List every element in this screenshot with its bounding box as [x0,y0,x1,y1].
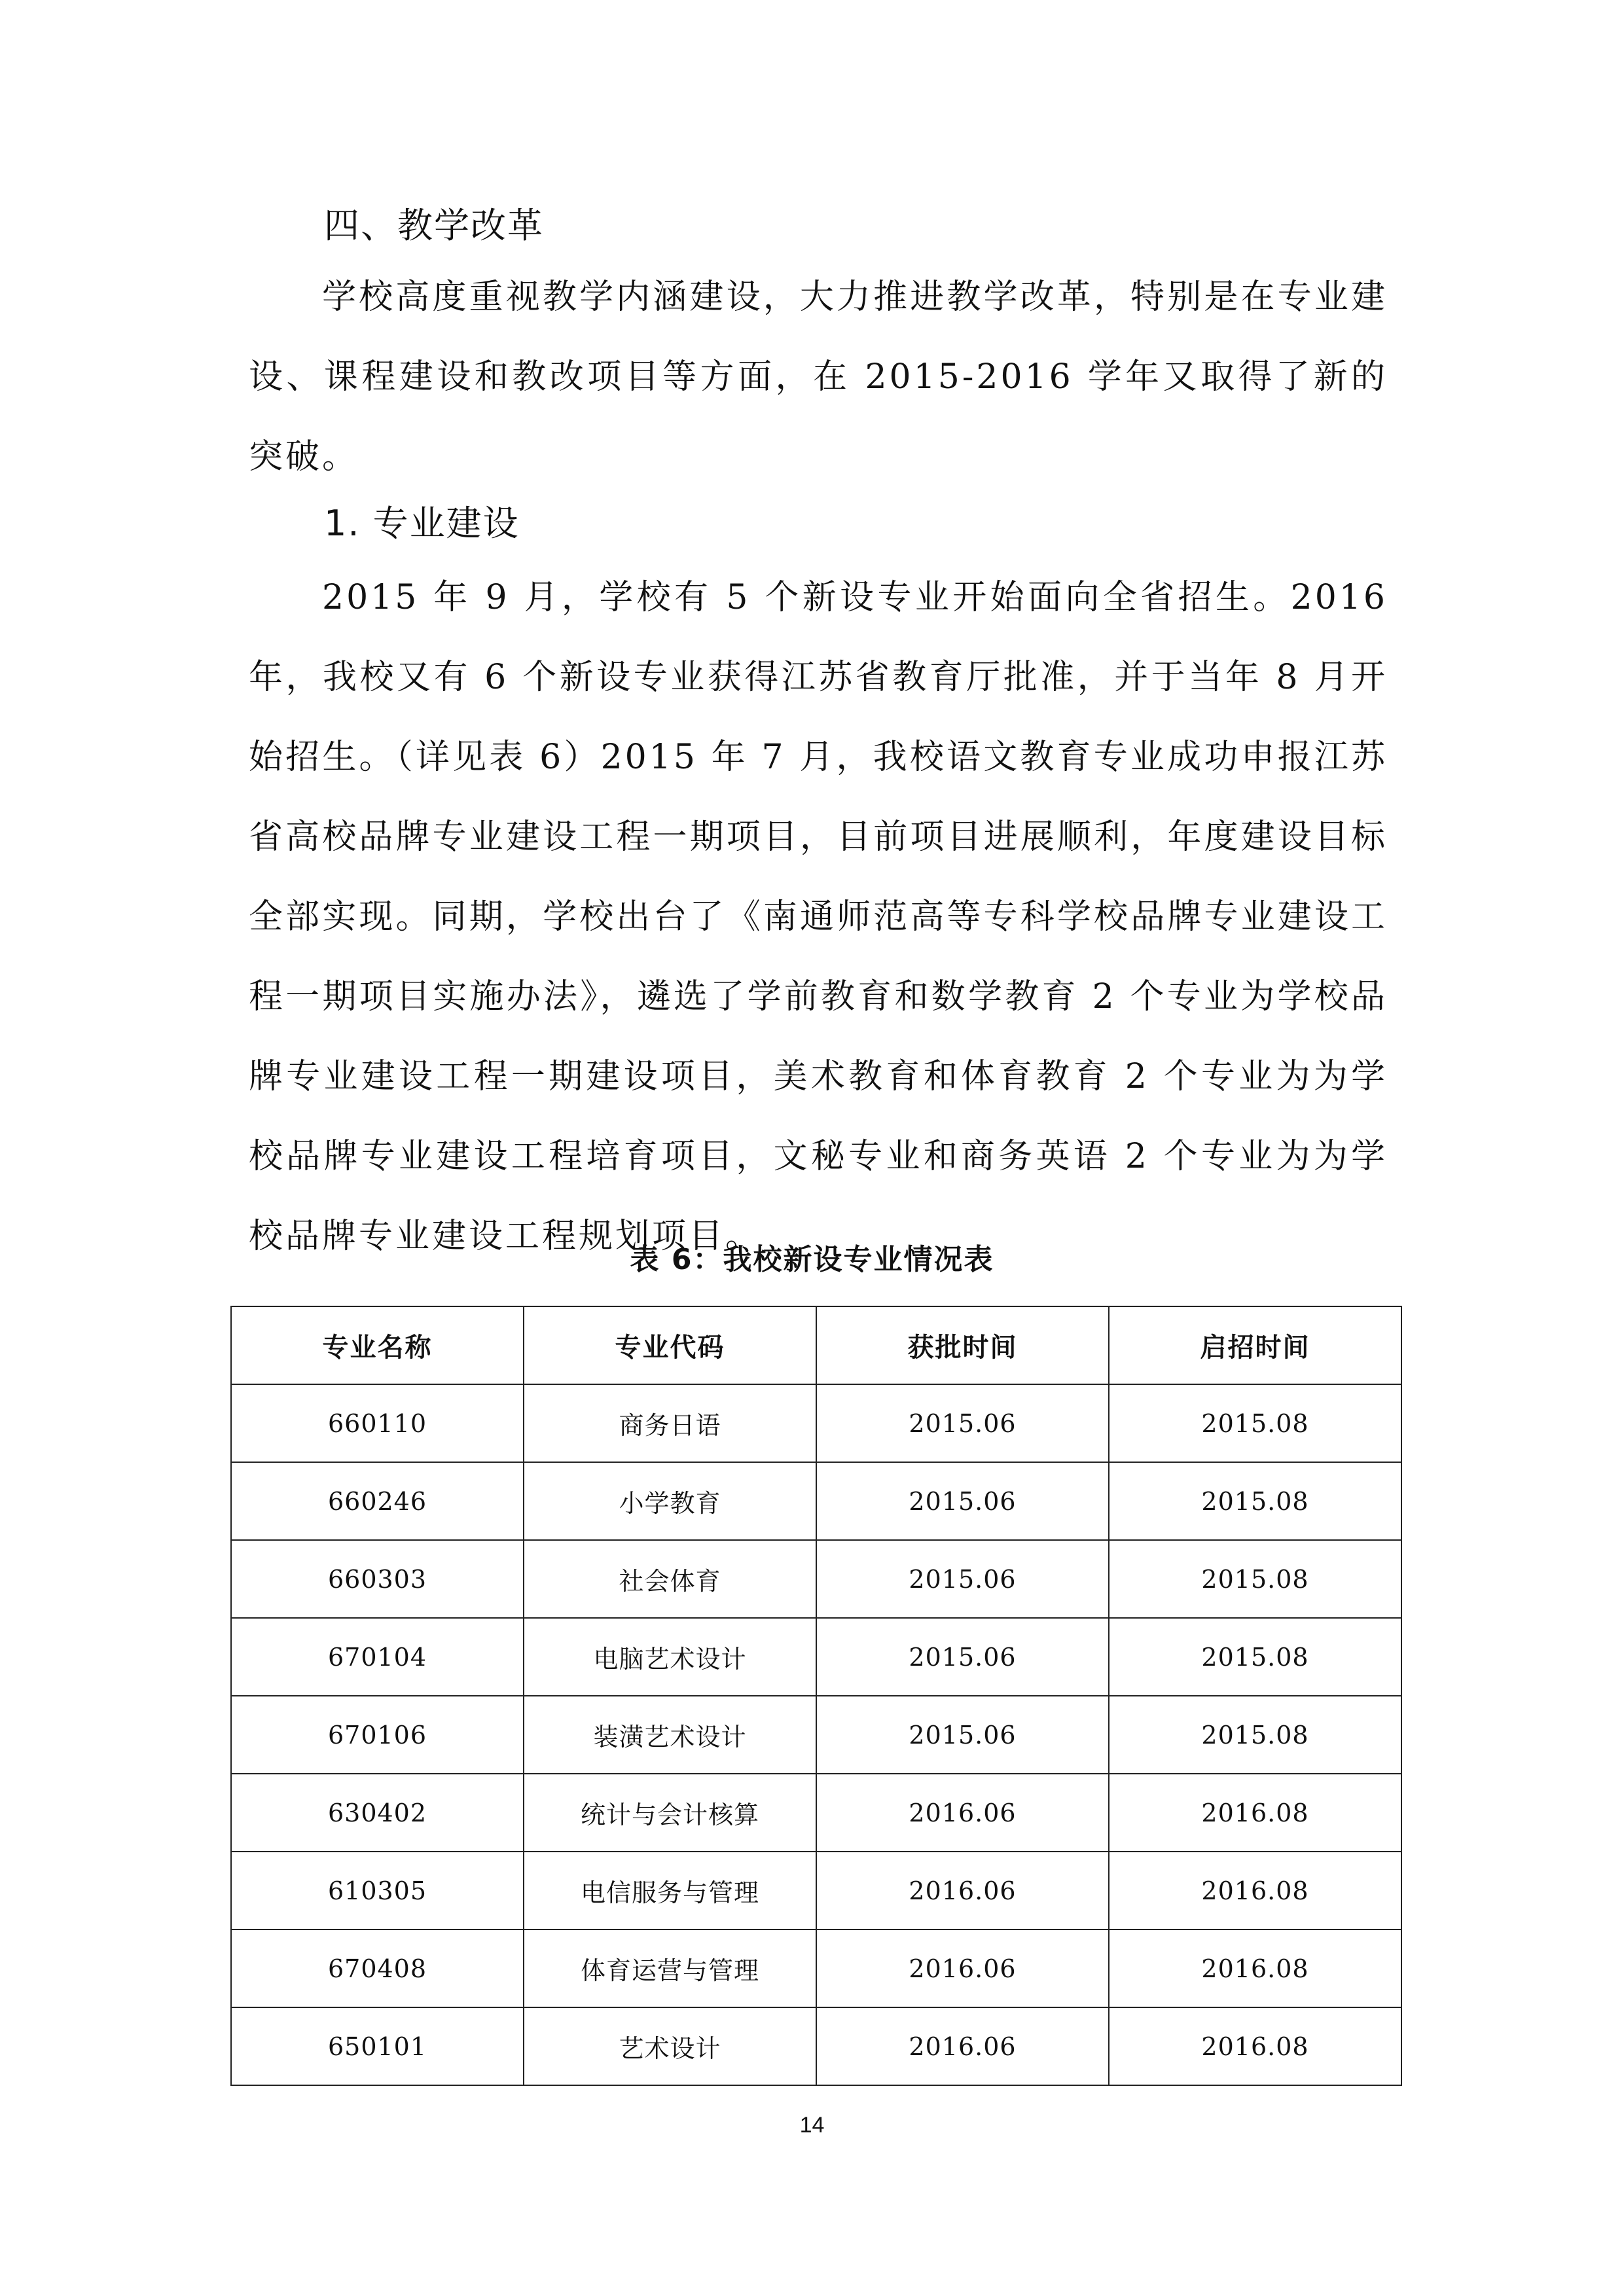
table-cell: 2015.06 [816,1540,1109,1618]
table-cell: 630402 [231,1774,524,1852]
table-cell: 2016.08 [1109,1774,1401,1852]
table-cell: 2015.06 [816,1384,1109,1462]
new-majors-table [230,1306,1402,2086]
table-cell: 2016.08 [1109,1852,1401,1929]
table-cell: 统计与会计核算 [524,1774,816,1852]
table-row [231,1774,1401,1852]
table-row [231,1852,1401,1929]
table-cell: 2015.08 [1109,1618,1401,1696]
table-cell: 2015.06 [816,1462,1109,1540]
table-cell: 2015.08 [1109,1540,1401,1618]
table-cell: 2015.08 [1109,1462,1401,1540]
column-header-enrollment-date: 启招时间 [1109,1306,1401,1384]
table-cell: 2016.06 [816,1929,1109,2007]
table-cell: 社会体育 [524,1540,816,1618]
column-header-approval-date: 获批时间 [816,1306,1109,1384]
table-cell: 2016.08 [1109,1929,1401,2007]
subsection-heading: 1. 专业建设 [324,503,520,544]
section-heading: 四、教学改革 [324,205,544,246]
table-cell: 2016.08 [1109,2007,1401,2085]
table-row [231,1384,1401,1462]
table-caption: 表 6：我校新设专业情况表 [630,1243,994,1276]
table-row [231,2007,1401,2085]
table-cell: 660246 [231,1462,524,1540]
table-cell: 电信服务与管理 [524,1852,816,1929]
body-paragraph: 2015 年 9 月，学校有 5 个新设专业开始面向全省招生。2016 年，我校又有 6 个新设专业获得江苏省教育厅批准，并于当年 8 月开始招生。（详见表 6）2015 年 7 月，我校语文教育专业成功申报江苏省高校品牌专业建设工程一期项目，目前项目进展顺利，年度建设目标全部实现。同期，学校出台了《南通师范高等专科学校品牌专业建设工程一期项目实施办法》，遴选了学前教育和数学教育 2 个专业为学校品牌专业建设工程一期建设项目，美术教育和体育教育 2 个专业为为学校品牌专业建设工程培育项目，文秘专业和商务英语 2 个专业为为学校品牌专业建设工程规划项目。 [249,578,1388,1256]
table-row [231,1618,1401,1696]
page-number: 14 [799,2113,825,2138]
table-cell: 650101 [231,2007,524,2085]
intro-paragraph: 学校高度重视教学内涵建设，大力推进教学改革，特别是在专业建设、课程建设和教改项目等方面，在 2015-2016 学年又取得了新的突破。 [249,278,1388,476]
table-cell: 2016.06 [816,1774,1109,1852]
table-cell: 2015.06 [816,1618,1109,1696]
table-cell: 660110 [231,1384,524,1462]
table-cell: 电脑艺术设计 [524,1618,816,1696]
table-cell: 670106 [231,1696,524,1774]
table-cell: 艺术设计 [524,2007,816,2085]
table-row [231,1540,1401,1618]
table-row [231,1462,1401,1540]
table-cell: 装潢艺术设计 [524,1696,816,1774]
table-cell: 商务日语 [524,1384,816,1462]
table-row [231,1929,1401,2007]
table-cell: 2015.06 [816,1696,1109,1774]
column-header-major-name: 专业名称 [231,1306,524,1384]
table-cell: 2016.06 [816,2007,1109,2085]
table-cell: 2015.08 [1109,1696,1401,1774]
table-cell: 体育运营与管理 [524,1929,816,2007]
table-cell: 610305 [231,1852,524,1929]
table-cell: 670104 [231,1618,524,1696]
table-cell: 小学教育 [524,1462,816,1540]
column-header-major-code: 专业代码 [524,1306,816,1384]
table-cell: 2015.08 [1109,1384,1401,1462]
table-cell: 660303 [231,1540,524,1618]
table-row [231,1696,1401,1774]
table-cell: 670408 [231,1929,524,2007]
table-header-row [231,1306,1401,1384]
table-cell: 2016.06 [816,1852,1109,1929]
